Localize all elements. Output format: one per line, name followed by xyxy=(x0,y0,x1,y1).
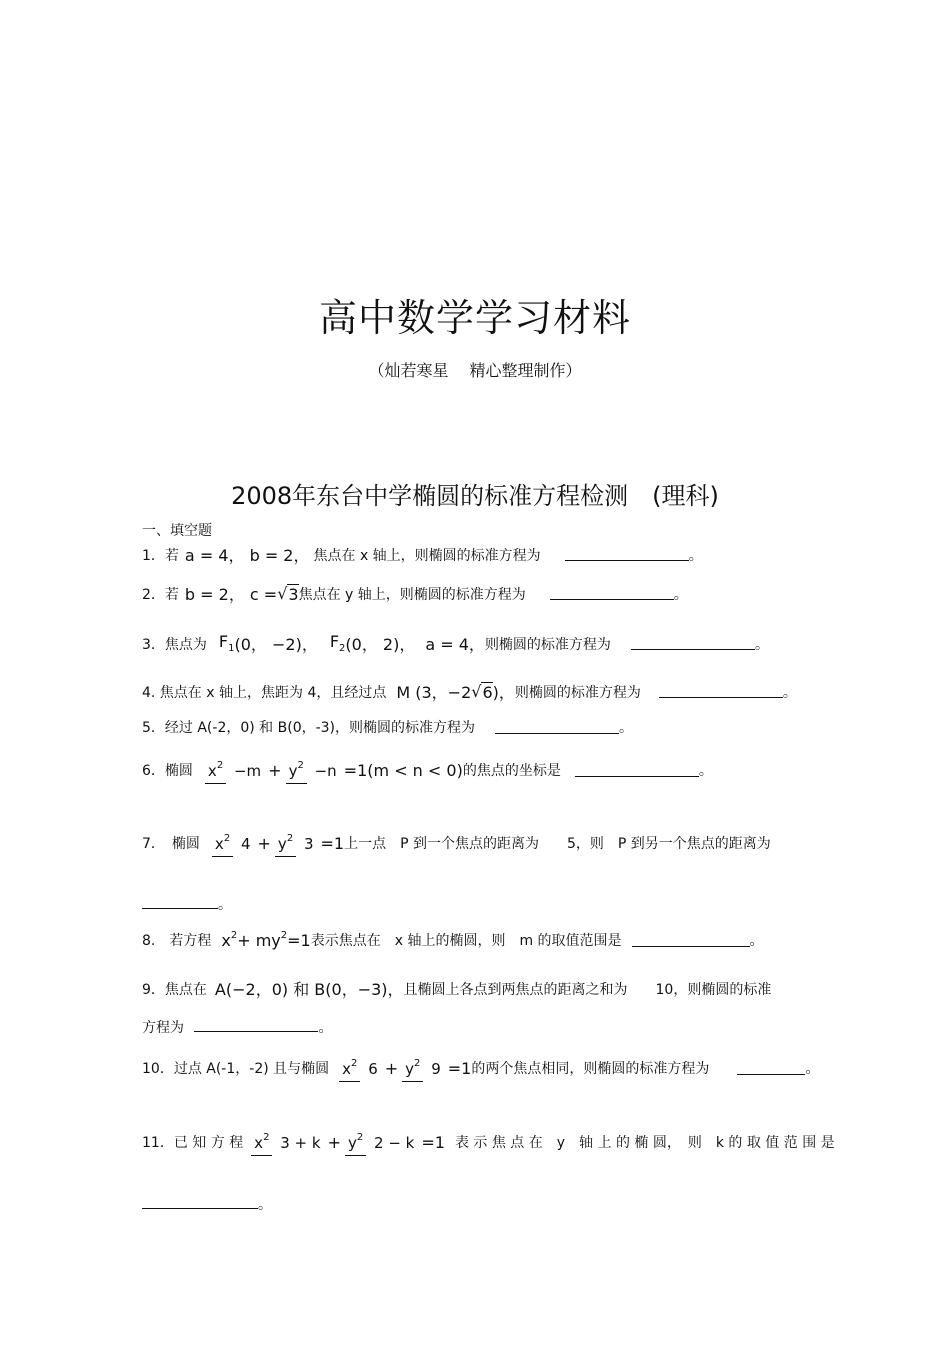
q10-fraction-y: $y^2$ 9 xyxy=(402,1054,444,1082)
question-10 xyxy=(142,1054,819,1082)
q3-a: a = 4， xyxy=(425,635,485,654)
question-7-answer-line xyxy=(142,894,232,914)
q6-text: 的焦点的坐标是 xyxy=(462,763,561,779)
q3-f2: $F_2$ xyxy=(329,632,346,655)
question-4 xyxy=(142,680,797,703)
q2-answer-blank[interactable] xyxy=(550,587,674,600)
question-7 xyxy=(142,829,771,857)
q8-answer-blank[interactable] xyxy=(632,934,750,947)
q9-text1: 9．焦点在 xyxy=(142,981,207,998)
q4-answer-blank[interactable] xyxy=(659,685,783,698)
question-8 xyxy=(142,930,764,950)
q7-equation: =1 xyxy=(320,833,345,853)
q11-fraction-x: $x^2$ 3 + k xyxy=(251,1128,323,1156)
q10-fraction-x: $x^2$ 6 xyxy=(339,1054,381,1082)
question-6 xyxy=(142,756,713,784)
section-heading: 一、填空题 xyxy=(142,523,212,539)
question-11-answer-line xyxy=(142,1194,272,1214)
q11-answer-blank[interactable] xyxy=(142,1196,258,1209)
q1-number: 1．若 xyxy=(142,547,179,564)
q4-sqrt-sign: √ xyxy=(471,682,482,701)
q7-answer-blank[interactable] xyxy=(142,896,218,909)
q11-plus: + xyxy=(327,1132,341,1152)
question-3 xyxy=(142,632,769,655)
q6-answer-blank[interactable] xyxy=(575,764,699,777)
q4-point: M (3，−2 xyxy=(396,683,472,702)
q9-answer-blank[interactable] xyxy=(194,1019,318,1032)
q2-sqrt-sign: √ xyxy=(277,584,288,603)
q5-end: 。 xyxy=(619,720,634,736)
q7-fraction-y: $y^2$ 3 xyxy=(275,829,317,857)
q11-end: 。 xyxy=(258,1197,272,1213)
q2-math: b = 2， c = xyxy=(184,585,278,604)
question-11 xyxy=(142,1128,835,1156)
q6-number: 6．椭圆 xyxy=(142,763,193,779)
q7-fraction-x: $x^2$ 4 xyxy=(212,829,254,857)
q8-math: $x^2+ my^2=1$ xyxy=(221,930,311,950)
q10-answer-blank[interactable] xyxy=(737,1062,805,1075)
q8-text: 表示焦点在 x 轴上的椭圆，则 m 的取值范围是 xyxy=(310,933,622,949)
q2-sqrt-value: 3 xyxy=(288,584,299,604)
q6-plus: + xyxy=(268,760,282,780)
q1-end: 。 xyxy=(688,547,703,564)
q11-fraction-y: $y^2$ 2 − k xyxy=(345,1128,417,1156)
q7-number: 7． 椭圆 xyxy=(142,836,200,852)
q7-text: 上一点 P 到一个焦点的距离为 5，则 P 到另一个焦点的距离为 xyxy=(344,836,771,852)
q4-end: 。 xyxy=(782,684,797,701)
q3-end: 。 xyxy=(754,636,769,653)
q7-end: 。 xyxy=(218,897,232,913)
q10-text2: 的两个焦点相同，则椭圆的标准方程为 xyxy=(471,1061,710,1077)
page-title: 高中数学学习材料 xyxy=(318,296,631,340)
q10-text1: 10．过点 A(-1，-2) 且与椭圆 xyxy=(142,1061,330,1077)
question-9 xyxy=(142,977,771,1000)
q4-text1: 4. 焦点在 x 轴上，焦距为 4，且经过点 xyxy=(142,684,387,701)
q9-text3: 方程为 xyxy=(142,1020,184,1036)
q8-end: 。 xyxy=(749,933,764,949)
page-subtitle: （灿若寒星 精心整理制作） xyxy=(368,361,582,380)
q11-number: 11．已 知 方 程 xyxy=(142,1135,244,1151)
q4-sqrt-value: 6 xyxy=(482,682,493,702)
q3-f2-coord: (0， 2)， xyxy=(345,635,416,654)
q4-text2: 则椭圆的标准方程为 xyxy=(514,684,641,701)
q6-end: 。 xyxy=(698,763,713,779)
exam-title: 2008年东台中学椭圆的标准方程检测 (理科) xyxy=(231,482,719,510)
q1-text: 焦点在 x 轴上，则椭圆的标准方程为 xyxy=(313,547,541,564)
q11-text: 表 示 焦 点 在 y 轴 上 的 椭 圆， 则 k 的 取 值 范 围 是 xyxy=(454,1135,835,1151)
q2-text: 焦点在 y 轴上，则椭圆的标准方程为 xyxy=(298,586,526,603)
question-1 xyxy=(142,543,703,566)
q2-number: 2．若 xyxy=(142,586,179,603)
question-9-line2 xyxy=(142,1017,332,1037)
q9-end: 。 xyxy=(318,1020,333,1036)
question-2 xyxy=(142,582,688,605)
q6-fraction-x: $x^2 -m$ xyxy=(205,756,264,784)
q6-fraction-y: $y^2 -n$ xyxy=(286,756,340,784)
q1-math: a = 4， b = 2， xyxy=(184,546,310,565)
q5-text: 5．经过 A(-2，0) 和 B(0，-3)，则椭圆的标准方程为 xyxy=(142,720,476,736)
q4-close: )， xyxy=(492,683,515,702)
q2-end: 。 xyxy=(673,586,688,603)
q5-answer-blank[interactable] xyxy=(495,721,619,734)
q11-equation: =1 xyxy=(421,1132,445,1152)
q9-math: A(−2，0) 和 B(0，−3)， xyxy=(214,980,404,999)
q7-plus: + xyxy=(257,833,271,853)
q10-end: 。 xyxy=(805,1061,820,1077)
q3-text: 则椭圆的标准方程为 xyxy=(484,636,611,653)
q3-number: 3．焦点为 xyxy=(142,636,207,653)
q6-equation: =1(m < n < 0) xyxy=(343,760,463,780)
q3-f1-coord: (0， −2)， xyxy=(234,635,318,654)
q3-f1: $F_1$ xyxy=(218,632,235,655)
q10-plus: + xyxy=(384,1058,399,1078)
q8-number: 8. 若方程 xyxy=(142,933,212,949)
q9-text2: 且椭圆上各点到两焦点的距离之和为 10，则椭圆的标准 xyxy=(403,981,772,998)
q10-equation: =1 xyxy=(447,1058,472,1078)
question-5 xyxy=(142,717,633,737)
q1-answer-blank[interactable] xyxy=(565,548,689,561)
q3-answer-blank[interactable] xyxy=(631,637,755,650)
